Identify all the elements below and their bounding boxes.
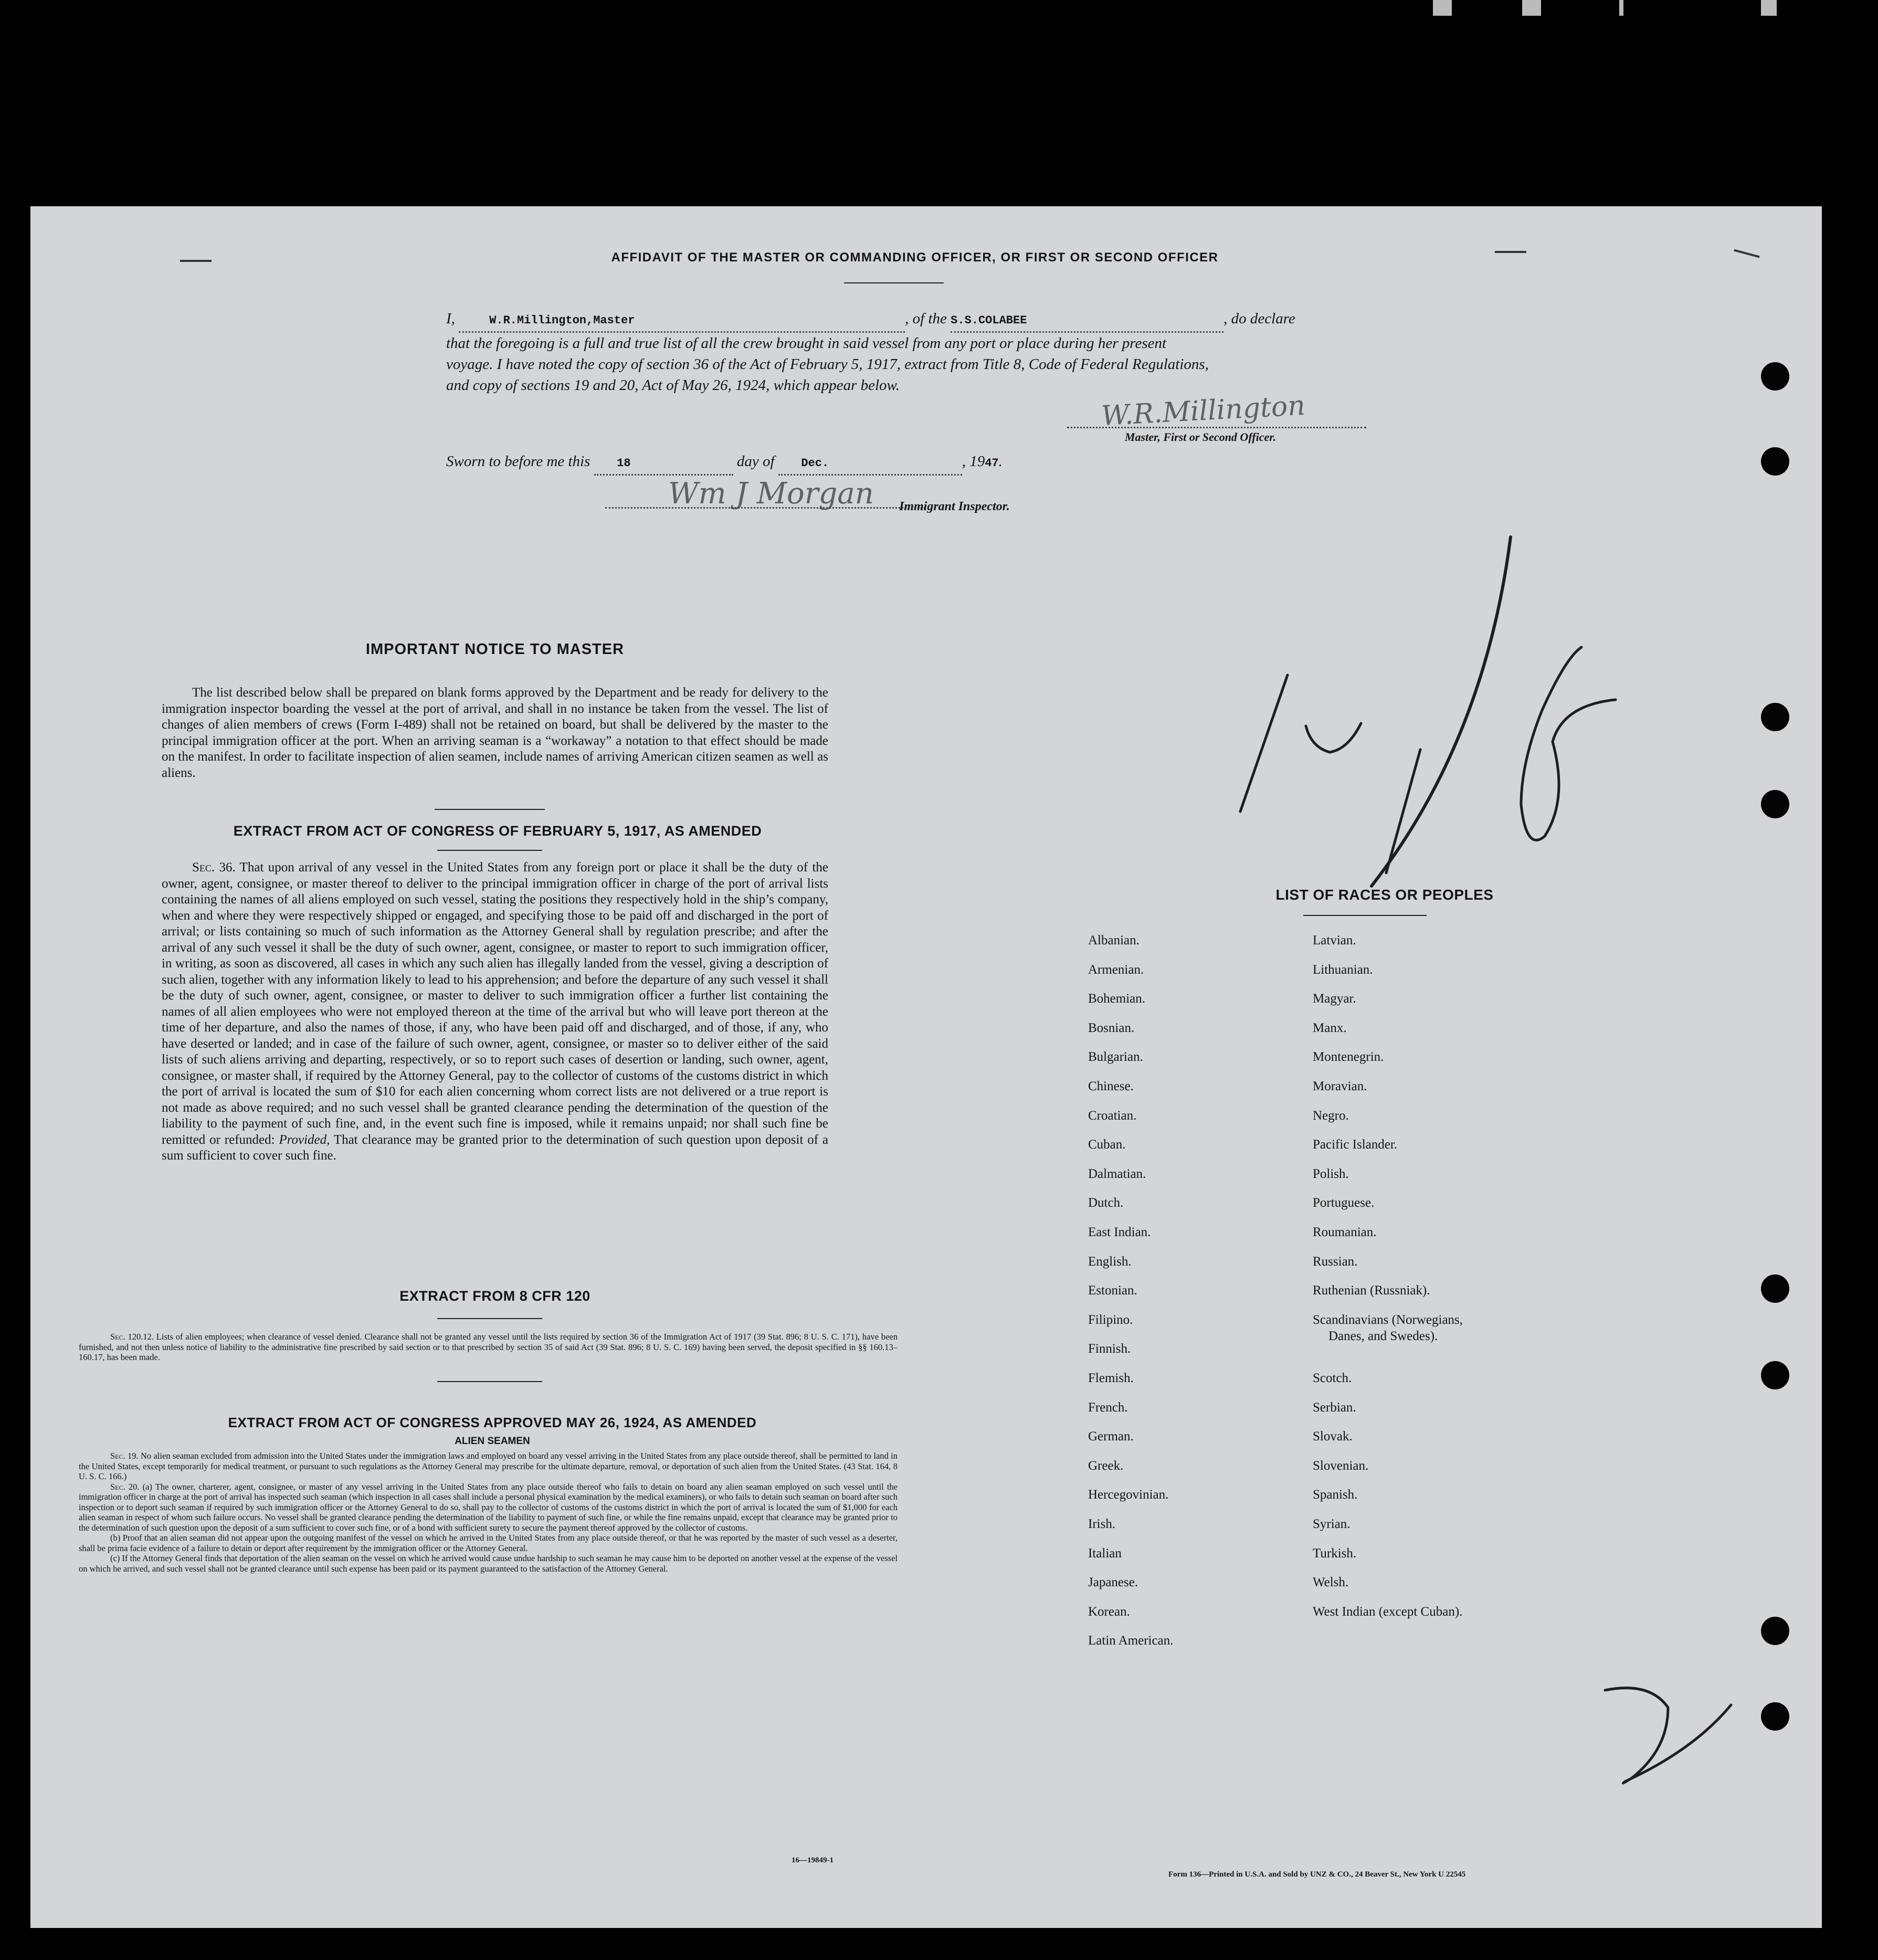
- race-item: Welsh.: [1313, 1575, 1349, 1590]
- race-item: Flemish.: [1088, 1371, 1134, 1385]
- race-item: Dalmatian.: [1088, 1166, 1146, 1181]
- statement-line-3: and copy of sections 19 and 20, Act of May 26, 1924, which appear below.: [446, 377, 900, 394]
- race-item: Slovak.: [1313, 1429, 1353, 1444]
- race-item: Manx.: [1313, 1020, 1347, 1035]
- race-item: Bohemian.: [1088, 992, 1146, 1006]
- race-item: English.: [1088, 1254, 1132, 1269]
- affidavit-title: AFFIDAVIT OF THE MASTER OR COMMANDING OFFICER, OR FIRST OR SECOND OFFICER: [611, 250, 1219, 265]
- sec20b-body: (b) Proof that an alien seaman did not appear upon the outgoing manifest of the vessel on which he arrived in the United States from any place outside thereof, or that he was reported by the master of such vessel as a deserter, shall be prima facie evidence of a failure to detain or deport after requirement by the immigration officer or the Attorney General.: [79, 1533, 898, 1553]
- race-item: Danes, and Swedes).: [1328, 1329, 1438, 1344]
- punch-hole: [1761, 362, 1789, 391]
- sheet-count-annotation: [1290, 731, 1291, 732]
- printer-line: Form 136—Printed in U.S.A. and Sold by UNZ & CO., 24 Beaver St., New York U 22545: [1168, 1870, 1466, 1879]
- handwritten-digit-8: [1521, 647, 1616, 840]
- notice-rule: [435, 809, 545, 810]
- race-item: Bosnian.: [1088, 1020, 1135, 1035]
- race-item: Scotch.: [1313, 1371, 1352, 1385]
- race-item: German.: [1088, 1429, 1134, 1444]
- race-item: Hercegovinian.: [1088, 1488, 1169, 1502]
- race-item: Irish.: [1088, 1517, 1116, 1531]
- handwritten-digit-1b: [1386, 750, 1420, 873]
- sec20a-body: (a) The owner, charterer, agent, consignee, or master of any vessel arriving in the United States from any place outside thereof who fails to detain on board any alien seaman employed on such vessel until the immigration officer in charge at the port of arrival has inspected such seaman (which inspection in all cases shall include a personal physical examination by the medical examiners), or who fails to detain such seaman on board after such inspection or to deport such seaman if required by such immigration officer or the Attorney General to do so, shall pay to the collector of customs of the customs district in which the port of arrival is located the sum of $1,000 for each alien seaman in respect of whom such failure occurs. No vessel shall be granted clearance pending the determination of the liability to payment of such fine, or while the fine remains unpaid, except that clearance may be granted prior to the determination of such question upon the deposit of a sum sufficient to cover such fine, or of a bond with sufficient surety to secure the payment thereof approved by the collector of customs.: [79, 1481, 898, 1533]
- cfr-title: EXTRACT FROM 8 CFR 120: [399, 1288, 590, 1304]
- sworn-month: Dec.: [801, 457, 829, 470]
- handwritten-slash: [1371, 537, 1511, 886]
- edge-speck: [1734, 249, 1759, 258]
- race-item: Korean.: [1088, 1604, 1130, 1619]
- race-item: Negro.: [1313, 1108, 1349, 1123]
- race-item: Serbian.: [1313, 1400, 1356, 1415]
- races-title: LIST OF RACES OR PEOPLES: [1275, 887, 1494, 903]
- inspector-caption: Immigrant Inspector.: [899, 500, 1010, 513]
- race-item: Japanese.: [1088, 1575, 1138, 1590]
- inspector-signature: Wm J Morgan: [668, 477, 874, 511]
- scan-edge-mark: [1761, 0, 1777, 16]
- edge-speck: [180, 260, 212, 262]
- declarant-prefix: I,: [446, 310, 455, 327]
- race-item: Spanish.: [1313, 1488, 1358, 1502]
- statement-line-2: voyage. I have noted the copy of section 36 of the Act of February 5, 1917, extract from Title 8, Code of Federal Regulations,: [446, 356, 1209, 373]
- sworn-year: 47: [985, 457, 999, 470]
- race-item: Cuban.: [1088, 1137, 1126, 1152]
- race-item: Estonian.: [1088, 1283, 1137, 1298]
- sworn-day: 18: [617, 457, 631, 470]
- form-code: 16—19849-1: [792, 1856, 834, 1864]
- declare-suffix: , do declare: [1223, 310, 1295, 327]
- race-item: Roumanian.: [1313, 1225, 1377, 1239]
- notice-text: [162, 685, 828, 781]
- scan-edge-mark: [1433, 0, 1452, 16]
- race-item: Pacific Islander.: [1313, 1137, 1398, 1152]
- sec20-label: Sec. 20.: [110, 1481, 140, 1492]
- punch-hole: [1761, 1702, 1789, 1731]
- punch-hole: [1761, 703, 1789, 731]
- extract1917-rule: [437, 850, 542, 851]
- scan-edge-mark: [1522, 0, 1541, 16]
- cfr-rule: [437, 1318, 542, 1319]
- cfr-bottom-rule: [437, 1381, 542, 1382]
- vessel-prefix: , of the: [905, 310, 947, 327]
- race-item: Armenian.: [1088, 962, 1144, 977]
- race-item: Filipino.: [1088, 1312, 1133, 1327]
- declarant-field: [459, 308, 905, 333]
- master-caption: Master, First or Second Officer.: [1125, 430, 1276, 444]
- sworn-text: Sworn to before me this: [446, 453, 590, 470]
- race-item: Greek.: [1088, 1458, 1124, 1473]
- notice-title: IMPORTANT NOTICE TO MASTER: [365, 641, 625, 658]
- extract1924-subtitle: ALIEN SEAMEN: [455, 1436, 530, 1447]
- sworn-line: Sworn to before me this 18 day of Dec. , 1947.: [446, 451, 1003, 476]
- race-item: Montenegrin.: [1313, 1050, 1384, 1065]
- race-item: Ruthenian (Russniak).: [1313, 1283, 1430, 1298]
- punch-hole: [1761, 447, 1789, 476]
- scan-edge-mark: [1619, 0, 1623, 16]
- race-item: Bulgarian.: [1088, 1050, 1143, 1065]
- proviso-word: Provided,: [279, 1132, 330, 1147]
- sec19-body: No alien seaman excluded from admission into the United States under the immigration laws and employed on board any vessel arriving in the United States from any place outside thereof, shall be permitted to land in the United States, except temporarily for medical treatment, or pursuant to such regulations as the Attorney General may prescribe for the ultimate departure, removal, or deportation of such alien from the United States. (43 Stat. 164, 8 U. S. C. 166.): [79, 1451, 898, 1481]
- sec20c-body: (c) If the Attorney General finds that deportation of the alien seaman on the vessel on which he arrived would cause undue hardship to such seaman he may cause him to be deported on another vessel at the expense of the vessel on which he arrived, and such vessel shall not be granted clearance until such expense has been paid or its payment guaranteed to the satisfaction of the Attorney General.: [79, 1553, 898, 1574]
- race-item: Polish.: [1313, 1166, 1349, 1181]
- document-page: [30, 206, 1822, 1928]
- punch-hole: [1761, 1361, 1789, 1389]
- statement-line-1: that the foregoing is a full and true list of all the crew brought in said vessel from any port or place during her present: [446, 335, 1167, 352]
- notice-body: The list described below shall be prepared on blank forms approved by the Department and be ready for delivery to the immigration inspector boarding the vessel at the port of arrival, and shall in no instance be taken from the vessel. The list of changes of alien members of crews (Form I-489) shall not be retained on board, but shall be delivered by the master to the principal immigration officer at the port. When an arriving seaman is a “workaway” a notation to that effect should be made on the manifest. In order to facilitate inspection of alien seamen, include names of arriving American citizen seamen as well as aliens.: [162, 686, 828, 780]
- race-item: Portuguese.: [1313, 1196, 1375, 1210]
- race-item: Dutch.: [1088, 1196, 1124, 1210]
- race-item: Albanian.: [1088, 933, 1140, 947]
- punch-hole: [1761, 1274, 1789, 1303]
- race-item: French.: [1088, 1400, 1128, 1415]
- sec36-label: Sec. 36.: [192, 860, 236, 874]
- race-item: Chinese.: [1088, 1079, 1134, 1093]
- race-item: Scandinavians (Norwegians,: [1313, 1312, 1463, 1327]
- race-item: Latvian.: [1313, 933, 1356, 947]
- race-item: West Indian (except Cuban).: [1313, 1604, 1463, 1619]
- punch-hole: [1761, 1617, 1789, 1645]
- master-signature: W.R.Millington: [1100, 389, 1306, 433]
- race-item: Russian.: [1313, 1254, 1358, 1269]
- race-item: Finnish.: [1088, 1342, 1131, 1356]
- race-item: Moravian.: [1313, 1079, 1367, 1093]
- race-item: Turkish.: [1313, 1546, 1357, 1561]
- extract1917-text: [162, 860, 828, 1164]
- sworn-day-field: [594, 451, 733, 476]
- race-item: East Indian.: [1088, 1225, 1151, 1239]
- edge-speck: [1495, 251, 1526, 253]
- sec36-body-end: That clearance may be granted prior to the determination of such question upon deposit of a sum sufficient to cover such fine.: [162, 1132, 828, 1163]
- declarant-name: W.R.Millington,Master: [489, 314, 635, 327]
- cfr-text: [79, 1332, 898, 1363]
- race-item: Latin American.: [1088, 1634, 1174, 1648]
- vessel-name: S.S.COLABEE: [951, 314, 1027, 327]
- race-item: Italian: [1088, 1546, 1122, 1561]
- vessel-field: [951, 308, 1223, 333]
- race-item: Magyar.: [1313, 992, 1356, 1006]
- handwritten-digit-2: [1605, 1688, 1731, 1783]
- race-item: Lithuanian.: [1313, 962, 1373, 977]
- races-rule: [1303, 915, 1427, 916]
- affidavit-declaration: [446, 308, 1428, 396]
- cfr-sec-label: Sec. 120.12.: [110, 1332, 154, 1342]
- extract1917-title: EXTRACT FROM ACT OF CONGRESS OF FEBRUARY 5, 1917, AS AMENDED: [233, 823, 762, 839]
- sworn-month-field: [778, 451, 962, 476]
- affidavit-title-rule: [844, 282, 944, 283]
- race-item: Slovenian.: [1313, 1458, 1369, 1473]
- race-item: Croatian.: [1088, 1108, 1137, 1123]
- sec19-label: Sec. 19.: [110, 1451, 139, 1461]
- cfr-body: Lists of alien employees; when clearance of vessel denied. Clearance shall not be granted any vessel until the lists required by section 36 of the Immigration Act of 1917 (39 Stat. 896; 8 U. S. C. 171), have been furnished, and not then unless notice of liability to the administrative fine prescribed by said section or to that prescribed by section 35 of said Act (39 Stat. 896; 8 U. S. C. 169) having been served, the deposit specified in §§ 160.13–160.17, has been made.: [79, 1332, 898, 1362]
- day-of-text: day of: [736, 453, 775, 470]
- year-prefix: , 19: [962, 453, 985, 470]
- race-item: Syrian.: [1313, 1517, 1351, 1531]
- punch-hole: [1761, 790, 1789, 818]
- extract1924-title: EXTRACT FROM ACT OF CONGRESS APPROVED MAY 26, 1924, AS AMENDED: [228, 1415, 757, 1430]
- extract1924-text: [79, 1451, 898, 1574]
- sec36-body: That upon arrival of any vessel in the United States from any foreign port or place it shall be the duty of the owner, agent, consignee, or master thereof to deliver to the principal immigration officer in charge of the port of arrival lists containing the names of all aliens employed on such vessel, stating the positions they respectively hold in the ship’s company, when and where they were respectively shipped or engaged, and specifying those to be paid off and discharged in the port of arrival; or lists containing so much of such information as the Attorney General shall by regulation prescribe; and after the arrival of any such vessel it shall be the duty of such owner, agent, consignee, or master to report to such immigration officer, in writing, as soon as discovered, all cases in which any such alien has illegally landed from the vessel, giving a description of such alien, together with any information likely to lead to his apprehension; and before the departure of any such vessel it shall be the duty of such owner, agent, consignee, or master to deliver to such immigration officer a further list containing the names of all alien employees who were not employed thereon at the time of the arrival but who will leave port thereon at the time of her departure, and also the names of those, if any, who have been paid off and discharged, and of those, if any, who have deserted or landed; and in case of the failure of such owner, agent, consignee, or master so to deliver either of the said lists of such aliens arriving and departing, respectively, or so to report such cases of desertion or landing, such owner, agent, consignee, or master shall, if required by the Attorney General, pay to the collector of customs of the customs district in which the port of arrival is located the sum of $10 for each alien concerning whom correct lists are not delivered or a true report is not made as above required; and no such vessel shall be granted clearance pending the determination of the question of the liability to the payment of such fine, and, in the event such fine is imposed, while it remains unpaid; nor shall such fine be remitted or refunded:: [162, 860, 828, 1147]
- handwritten-digit-4-hook: [1306, 723, 1361, 752]
- handwritten-digit-1: [1240, 675, 1288, 812]
